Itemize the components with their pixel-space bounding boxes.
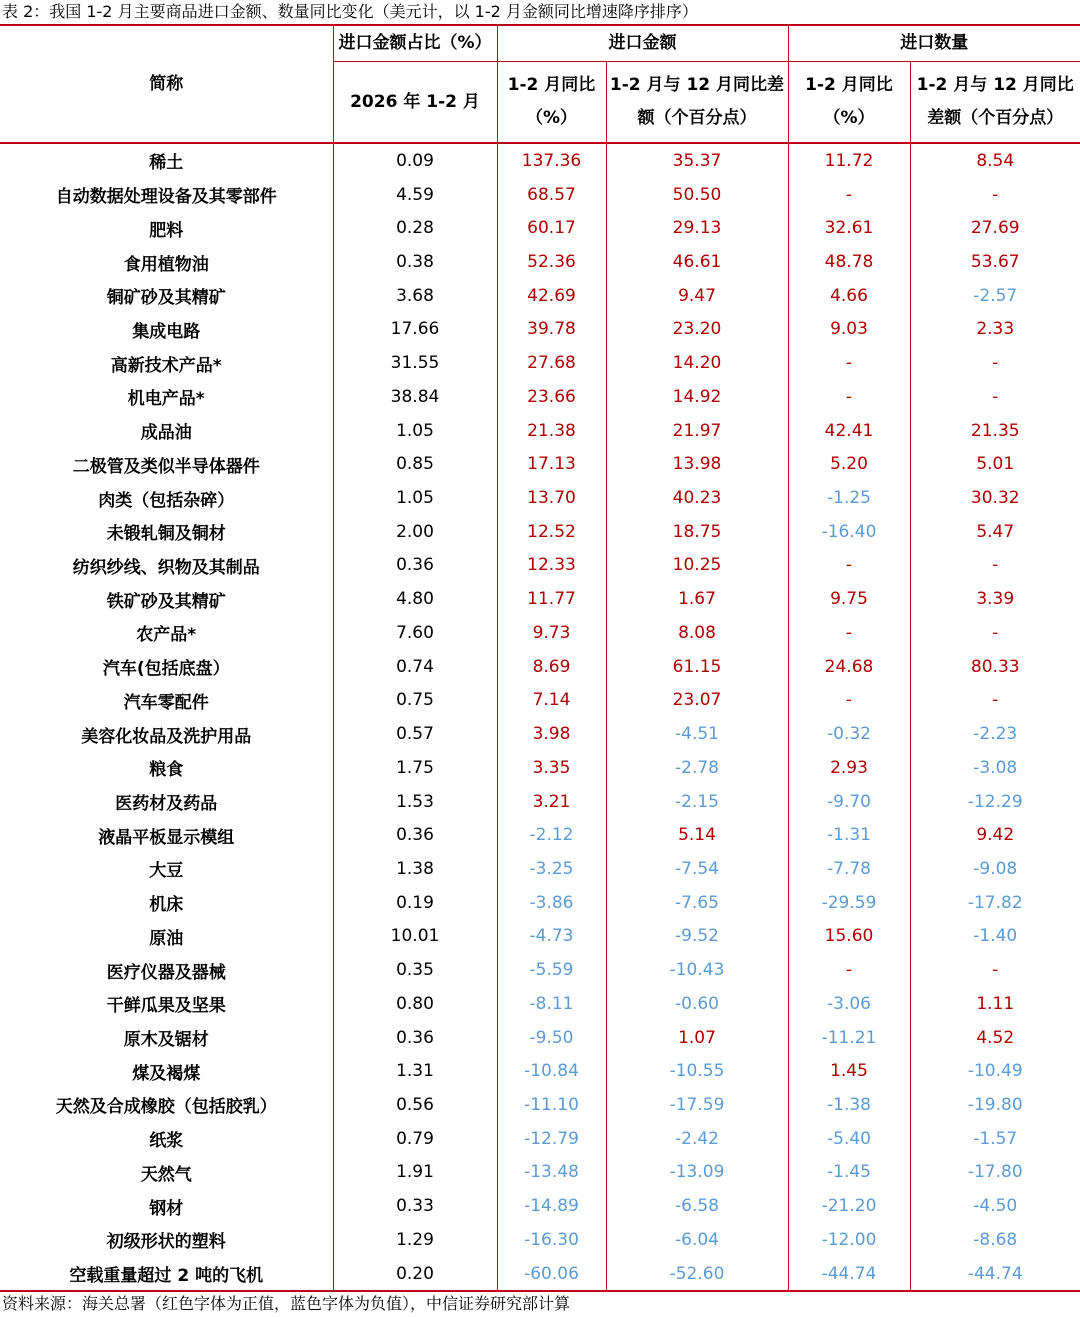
cell-share: 0.80 <box>333 987 497 1021</box>
cell-qty-yoy: 42.41 <box>788 414 910 448</box>
cell-name: 农产品* <box>0 616 333 650</box>
cell-name: 天然及合成橡胶（包括胶乳） <box>0 1088 333 1122</box>
cell-share: 31.55 <box>333 346 497 380</box>
cell-value-diff: -2.42 <box>606 1122 788 1156</box>
cell-value-diff: 61.15 <box>606 650 788 684</box>
cell-qty-diff: - <box>992 690 999 711</box>
cell-share: 10.01 <box>333 920 497 954</box>
cell-qty-yoy: - <box>788 549 910 583</box>
header-value-yoy-line1: 1-2 月同比 <box>507 75 596 95</box>
cell-qty-yoy: -44.74 <box>788 1257 910 1292</box>
cell-qty-yoy: -29.59 <box>788 886 910 920</box>
cell-qty-diff: 21.35 <box>970 420 1020 441</box>
table-row <box>0 818 1080 852</box>
cell-value-diff: 46.61 <box>606 245 788 279</box>
table-row <box>0 549 1080 583</box>
cell-qty-yoy: - <box>788 346 910 380</box>
table-row <box>0 717 1080 751</box>
table-row <box>0 143 1080 178</box>
cell-value-yoy: -3.86 <box>497 886 606 920</box>
cell-qty-diff: 5.01 <box>976 454 1015 475</box>
table-row <box>0 211 1080 245</box>
table-row <box>0 178 1080 212</box>
cell-qty-diff: -9.08 <box>973 858 1018 879</box>
cell-name: 原木及锯材 <box>0 1021 333 1055</box>
cell-name: 高新技术产品* <box>0 346 333 380</box>
cell-name: 初级形状的塑料 <box>0 1223 333 1257</box>
cell-value-diff: 1.07 <box>606 1021 788 1055</box>
cell-name: 成品油 <box>0 414 333 448</box>
cell-value-diff: 21.97 <box>606 414 788 448</box>
cell-value-yoy: 39.78 <box>497 313 606 347</box>
header-share-period: 2026 年 1-2 月 <box>333 62 497 144</box>
cell-qty-yoy: 24.68 <box>788 650 910 684</box>
cell-name: 汽车(包括底盘） <box>0 650 333 684</box>
cell-value-yoy: 11.77 <box>497 582 606 616</box>
table-row <box>0 785 1080 819</box>
cell-value-diff: -7.65 <box>606 886 788 920</box>
cell-qty-diff: 53.67 <box>970 252 1020 273</box>
cell-value-yoy: -11.10 <box>497 1088 606 1122</box>
cell-value-yoy: 8.69 <box>497 650 606 684</box>
header-qty-diff-line2: 差额（个百分点） <box>927 108 1064 128</box>
cell-value-yoy: -8.11 <box>497 987 606 1021</box>
cell-value-diff: -4.51 <box>606 717 788 751</box>
cell-qty-yoy: 5.20 <box>788 447 910 481</box>
table-row <box>0 886 1080 920</box>
cell-qty-diff: -17.82 <box>967 892 1023 913</box>
cell-name: 粮食 <box>0 751 333 785</box>
cell-value-diff: 29.13 <box>606 211 788 245</box>
cell-value-diff: 10.25 <box>606 549 788 583</box>
table-row <box>0 414 1080 448</box>
cell-name: 煤及褐煤 <box>0 1054 333 1088</box>
header-value-diff-line1: 1-2 月与 12 月同比差 <box>609 75 785 95</box>
cell-share: 1.53 <box>333 785 497 819</box>
cell-value-yoy: 60.17 <box>497 211 606 245</box>
cell-share: 0.09 <box>333 143 497 178</box>
cell-qty-yoy: - <box>788 616 910 650</box>
cell-value-diff: -6.58 <box>606 1189 788 1223</box>
table-row <box>0 279 1080 313</box>
cell-name: 二极管及类似半导体器件 <box>0 447 333 481</box>
cell-name: 肉类（包括杂碎） <box>0 481 333 515</box>
cell-qty-diff: 80.33 <box>970 656 1020 677</box>
cell-qty-diff: 4.52 <box>976 1027 1015 1048</box>
cell-share: 0.85 <box>333 447 497 481</box>
table-row <box>0 1054 1080 1088</box>
cell-value-diff: -2.15 <box>606 785 788 819</box>
cell-value-diff: -7.54 <box>606 852 788 886</box>
cell-value-yoy: 42.69 <box>497 279 606 313</box>
header-qty-yoy <box>788 62 910 144</box>
cell-qty-diff: 5.47 <box>976 521 1015 542</box>
cell-name: 稀土 <box>0 143 333 178</box>
table-row <box>0 920 1080 954</box>
cell-value-diff: -52.60 <box>606 1257 788 1292</box>
cell-share: 3.68 <box>333 279 497 313</box>
cell-qty-yoy: 4.66 <box>788 279 910 313</box>
cell-value-diff: -9.52 <box>606 920 788 954</box>
cell-value-yoy: 27.68 <box>497 346 606 380</box>
table-header <box>0 25 1080 143</box>
cell-share: 0.20 <box>333 1257 497 1292</box>
cell-value-yoy: 3.98 <box>497 717 606 751</box>
cell-share: 1.38 <box>333 852 497 886</box>
cell-qty-yoy: -1.25 <box>788 481 910 515</box>
table-row <box>0 684 1080 718</box>
cell-qty-diff: -4.50 <box>973 1196 1018 1217</box>
cell-qty-yoy: -1.31 <box>788 818 910 852</box>
cell-share: 0.38 <box>333 245 497 279</box>
cell-share: 0.33 <box>333 1189 497 1223</box>
cell-value-diff: -6.04 <box>606 1223 788 1257</box>
cell-name: 医疗仪器及器械 <box>0 953 333 987</box>
cell-qty-yoy: 48.78 <box>788 245 910 279</box>
cell-qty-yoy: - <box>788 953 910 987</box>
cell-qty-diff: -17.80 <box>967 1162 1023 1183</box>
cell-qty-diff: -12.29 <box>967 791 1023 812</box>
cell-value-yoy: 3.35 <box>497 751 606 785</box>
cell-qty-yoy: -11.21 <box>788 1021 910 1055</box>
table-row <box>0 616 1080 650</box>
cell-value-diff: 18.75 <box>606 515 788 549</box>
cell-value-diff: 5.14 <box>606 818 788 852</box>
cell-value-yoy: 17.13 <box>497 447 606 481</box>
header-value-yoy-line2: （%） <box>525 108 578 128</box>
table-row <box>0 481 1080 515</box>
cell-share: 4.59 <box>333 178 497 212</box>
header-value-yoy <box>497 62 606 144</box>
table-caption: 表 2：我国 1-2 月主要商品进口金额、数量同比变化（美元计，以 1-2 月金额同比增速降序排序） <box>2 2 698 21</box>
cell-share: 0.56 <box>333 1088 497 1122</box>
cell-share: 1.31 <box>333 1054 497 1088</box>
cell-qty-yoy: 15.60 <box>788 920 910 954</box>
cell-qty-diff: -8.68 <box>973 1229 1018 1250</box>
cell-share: 0.35 <box>333 953 497 987</box>
cell-value-diff: 50.50 <box>606 178 788 212</box>
cell-value-yoy: 12.52 <box>497 515 606 549</box>
table-row <box>0 1189 1080 1223</box>
table-row <box>0 1257 1080 1292</box>
cell-name: 纺织纱线、织物及其制品 <box>0 549 333 583</box>
cell-qty-yoy: -16.40 <box>788 515 910 549</box>
cell-qty-diff: - <box>992 353 999 374</box>
cell-qty-diff: -1.57 <box>973 1128 1018 1149</box>
cell-qty-yoy: 1.45 <box>788 1054 910 1088</box>
cell-share: 0.74 <box>333 650 497 684</box>
cell-qty-yoy: 9.03 <box>788 313 910 347</box>
cell-name: 钢材 <box>0 1189 333 1223</box>
cell-value-diff: -10.55 <box>606 1054 788 1088</box>
header-share-group: 进口金额占比（%） <box>333 25 497 62</box>
cell-share: 7.60 <box>333 616 497 650</box>
header-qty-yoy-line2: （%） <box>823 108 875 128</box>
cell-value-yoy: 137.36 <box>497 143 606 178</box>
table-row <box>0 852 1080 886</box>
cell-qty-diff: 3.39 <box>976 589 1015 610</box>
cell-value-yoy: -2.12 <box>497 818 606 852</box>
table-row <box>0 447 1080 481</box>
cell-name: 汽车零配件 <box>0 684 333 718</box>
cell-qty-yoy: 32.61 <box>788 211 910 245</box>
cell-qty-diff: 27.69 <box>970 218 1020 239</box>
cell-qty-yoy: -1.38 <box>788 1088 910 1122</box>
table-row <box>0 751 1080 785</box>
header-qty-yoy-line1: 1-2 月同比 <box>805 75 893 95</box>
cell-value-yoy: -3.25 <box>497 852 606 886</box>
table-row <box>0 346 1080 380</box>
cell-name: 医药材及药品 <box>0 785 333 819</box>
cell-name: 美容化妆品及洗护用品 <box>0 717 333 751</box>
cell-qty-yoy: -12.00 <box>788 1223 910 1257</box>
table-row <box>0 1021 1080 1055</box>
import-table <box>0 24 1080 1292</box>
cell-name: 自动数据处理设备及其零部件 <box>0 178 333 212</box>
cell-qty-diff: 8.54 <box>976 150 1015 171</box>
table-row <box>0 953 1080 987</box>
cell-value-yoy: 12.33 <box>497 549 606 583</box>
cell-share: 0.79 <box>333 1122 497 1156</box>
cell-share: 4.80 <box>333 582 497 616</box>
cell-qty-yoy: 11.72 <box>788 143 910 178</box>
cell-qty-diff: - <box>992 386 999 407</box>
cell-qty-diff: 9.42 <box>976 825 1015 846</box>
cell-qty-diff: - <box>992 622 999 643</box>
cell-share: 0.19 <box>333 886 497 920</box>
table-row <box>0 650 1080 684</box>
cell-value-diff: 23.07 <box>606 684 788 718</box>
cell-value-diff: -10.43 <box>606 953 788 987</box>
header-value-group: 进口金额 <box>497 25 788 62</box>
header-name: 简称 <box>0 25 333 143</box>
header-value-diff <box>606 62 788 144</box>
cell-value-diff: 8.08 <box>606 616 788 650</box>
table-row <box>0 987 1080 1021</box>
cell-value-yoy: -10.84 <box>497 1054 606 1088</box>
cell-share: 0.36 <box>333 549 497 583</box>
cell-share: 17.66 <box>333 313 497 347</box>
cell-name: 空载重量超过 2 吨的飞机 <box>0 1257 333 1292</box>
cell-qty-yoy: -9.70 <box>788 785 910 819</box>
cell-value-yoy: -60.06 <box>497 1257 606 1292</box>
cell-qty-yoy: 9.75 <box>788 582 910 616</box>
cell-share: 0.36 <box>333 818 497 852</box>
cell-qty-yoy: - <box>788 684 910 718</box>
cell-share: 38.84 <box>333 380 497 414</box>
cell-qty-diff: -44.74 <box>910 1257 1080 1292</box>
cell-value-diff: 14.20 <box>606 346 788 380</box>
cell-value-yoy: 23.66 <box>497 380 606 414</box>
cell-value-yoy: -12.79 <box>497 1122 606 1156</box>
cell-share: 0.28 <box>333 211 497 245</box>
cell-qty-yoy: - <box>788 178 910 212</box>
cell-qty-diff: -1.40 <box>973 926 1018 947</box>
header-value-diff-line2: 额（个百分点） <box>637 108 757 128</box>
cell-share: 1.91 <box>333 1156 497 1190</box>
table-row <box>0 245 1080 279</box>
cell-name: 机电产品* <box>0 380 333 414</box>
cell-value-yoy: -16.30 <box>497 1223 606 1257</box>
cell-name: 液晶平板显示模组 <box>0 818 333 852</box>
cell-value-yoy: 3.21 <box>497 785 606 819</box>
cell-value-yoy: 7.14 <box>497 684 606 718</box>
cell-share: 1.05 <box>333 481 497 515</box>
cell-value-diff: 1.67 <box>606 582 788 616</box>
table-row <box>0 380 1080 414</box>
cell-value-diff: 40.23 <box>606 481 788 515</box>
cell-share: 0.75 <box>333 684 497 718</box>
cell-qty-diff: -2.57 <box>973 285 1018 306</box>
table-row <box>0 313 1080 347</box>
cell-name: 铜矿砂及其精矿 <box>0 279 333 313</box>
cell-qty-yoy: -21.20 <box>788 1189 910 1223</box>
cell-qty-yoy: -7.78 <box>788 852 910 886</box>
cell-value-diff: 14.92 <box>606 380 788 414</box>
cell-value-diff: 35.37 <box>606 143 788 178</box>
header-qty-diff <box>910 62 1080 144</box>
cell-name: 纸浆 <box>0 1122 333 1156</box>
cell-qty-diff: -3.08 <box>973 757 1018 778</box>
cell-qty-diff: - <box>992 960 999 981</box>
cell-share: 1.75 <box>333 751 497 785</box>
source-note: 资料来源：海关总署（红色字体为正值，蓝色字体为负值），中信证券研究部计算 <box>2 1294 571 1313</box>
cell-value-yoy: 52.36 <box>497 245 606 279</box>
cell-value-diff: -2.78 <box>606 751 788 785</box>
cell-qty-yoy: -0.32 <box>788 717 910 751</box>
cell-name: 干鲜瓜果及坚果 <box>0 987 333 1021</box>
cell-qty-diff: -10.49 <box>967 1061 1023 1082</box>
cell-share: 0.57 <box>333 717 497 751</box>
table-row <box>0 1122 1080 1156</box>
cell-value-diff: -13.09 <box>606 1156 788 1190</box>
cell-qty-diff: 30.32 <box>970 488 1020 509</box>
cell-qty-diff: - <box>992 184 999 205</box>
cell-name: 食用植物油 <box>0 245 333 279</box>
cell-qty-diff: -19.80 <box>967 1094 1023 1115</box>
table-row <box>0 1223 1080 1257</box>
cell-share: 1.29 <box>333 1223 497 1257</box>
cell-name: 机床 <box>0 886 333 920</box>
table-row <box>0 582 1080 616</box>
cell-name: 原油 <box>0 920 333 954</box>
cell-value-diff: 9.47 <box>606 279 788 313</box>
cell-share: 2.00 <box>333 515 497 549</box>
cell-name: 未锻轧铜及铜材 <box>0 515 333 549</box>
cell-value-diff: -17.59 <box>606 1088 788 1122</box>
table-body <box>0 143 1080 1291</box>
cell-value-diff: 13.98 <box>606 447 788 481</box>
cell-value-diff: 23.20 <box>606 313 788 347</box>
cell-qty-diff: 1.11 <box>976 993 1015 1014</box>
cell-qty-yoy: -3.06 <box>788 987 910 1021</box>
cell-qty-yoy: - <box>788 380 910 414</box>
table-row <box>0 515 1080 549</box>
table-row <box>0 1088 1080 1122</box>
cell-value-yoy: -9.50 <box>497 1021 606 1055</box>
cell-qty-yoy: 2.93 <box>788 751 910 785</box>
cell-value-yoy: -14.89 <box>497 1189 606 1223</box>
cell-qty-diff: -2.23 <box>973 724 1018 745</box>
cell-share: 0.36 <box>333 1021 497 1055</box>
cell-qty-yoy: -5.40 <box>788 1122 910 1156</box>
cell-qty-diff: - <box>992 555 999 576</box>
cell-value-diff: -0.60 <box>606 987 788 1021</box>
cell-qty-yoy: -1.45 <box>788 1156 910 1190</box>
cell-value-yoy: 21.38 <box>497 414 606 448</box>
cell-name: 天然气 <box>0 1156 333 1190</box>
cell-value-yoy: -13.48 <box>497 1156 606 1190</box>
cell-name: 肥料 <box>0 211 333 245</box>
cell-value-yoy: 9.73 <box>497 616 606 650</box>
cell-share: 1.05 <box>333 414 497 448</box>
cell-name: 集成电路 <box>0 313 333 347</box>
table-row <box>0 1156 1080 1190</box>
cell-name: 大豆 <box>0 852 333 886</box>
cell-value-yoy: -5.59 <box>497 953 606 987</box>
cell-value-yoy: 13.70 <box>497 481 606 515</box>
header-qty-diff-line1: 1-2 月与 12 月同比 <box>916 75 1074 95</box>
cell-value-yoy: -4.73 <box>497 920 606 954</box>
header-quantity-group: 进口数量 <box>788 25 1080 62</box>
cell-name: 铁矿砂及其精矿 <box>0 582 333 616</box>
cell-value-yoy: 68.57 <box>497 178 606 212</box>
cell-qty-diff: 2.33 <box>976 319 1015 340</box>
